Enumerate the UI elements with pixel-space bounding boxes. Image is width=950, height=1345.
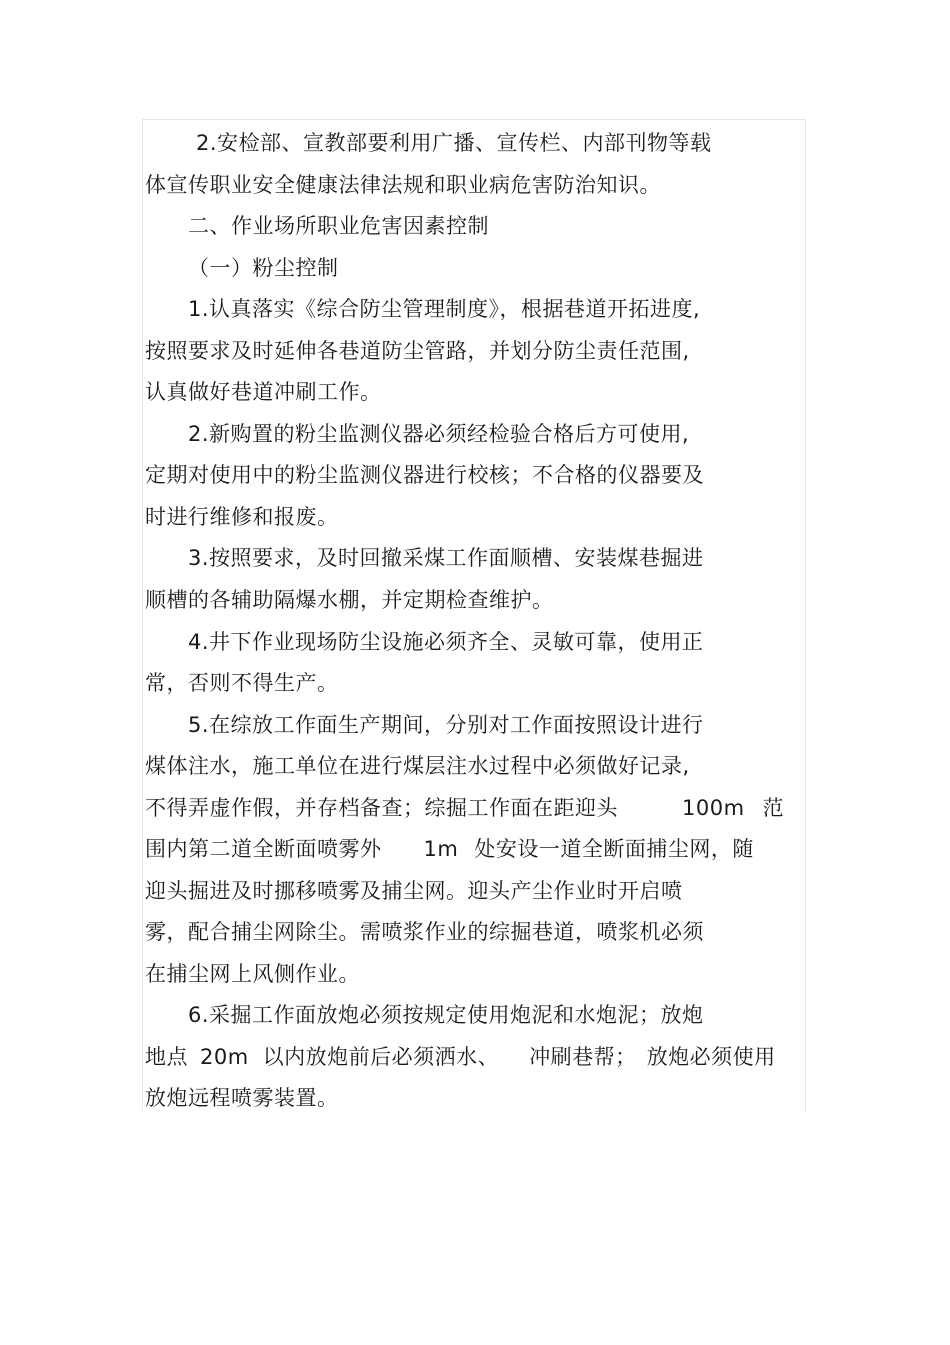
paragraph-line: 认真做好巷道冲刷工作。: [145, 380, 382, 404]
paragraph-line: [145, 1042, 776, 1072]
paragraph-line: [145, 793, 784, 823]
paragraph-line: 常，否则不得生产。: [145, 671, 339, 695]
text-segment: 1m: [423, 837, 459, 861]
paragraph-line: 1.认真落实《综合防尘管理制度》，根据巷道开拓进度,: [188, 297, 701, 321]
text-segment: 地点: [145, 1045, 188, 1069]
section-heading: 二、作业场所职业危害因素控制: [188, 214, 489, 238]
text-segment: 放炮必须使用: [646, 1045, 776, 1069]
text-segment: 冲刷巷帮；: [529, 1045, 637, 1069]
paragraph-line: 在捕尘网上风侧作业。: [145, 962, 360, 986]
paragraph-line: 雾，配合捕尘网除尘。需喷浆作业的综掘巷道，喷浆机必须: [145, 920, 704, 944]
text-segment: 围内第二道全断面喷雾外: [145, 837, 382, 861]
paragraph-line: 顺槽的各辅助隔爆水棚，并定期检查维护。: [145, 588, 554, 612]
text-segment: 100m: [682, 796, 745, 820]
paragraph-line: [145, 834, 754, 864]
paragraph-line: 6.采掘工作面放炮必须按规定使用炮泥和水炮泥；放炮: [188, 1003, 704, 1027]
paragraph-line: 迎头掘进及时挪移喷雾及捕尘网。迎头产尘作业时开启喷: [145, 879, 683, 903]
paragraph-line: 放炮远程喷雾装置。: [145, 1086, 339, 1110]
paragraph-line: 4.井下作业现场防尘设施必须齐全、灵敏可靠，使用正: [188, 630, 704, 654]
paragraph-line: 3.按照要求，及时回撤采煤工作面顺槽、安装煤巷掘进: [188, 546, 704, 570]
text-segment: 20m: [200, 1045, 249, 1069]
paragraph-line: 时进行维修和报废。: [145, 505, 339, 529]
paragraph-line: 煤体注水，施工单位在进行煤层注水过程中必须做好记录,: [145, 754, 690, 778]
paragraph-line: 定期对使用中的粉尘监测仪器进行校核；不合格的仪器要及: [145, 463, 704, 487]
paragraph-line: 2.新购置的粉尘监测仪器必须经检验合格后方可使用,: [188, 422, 690, 446]
paragraph-line: 体宣传职业安全健康法律法规和职业病危害防治知识。: [145, 173, 661, 197]
paragraph-line: 5.在综放工作面生产期间，分别对工作面按照设计进行: [188, 713, 704, 737]
subsection-heading: （一）粉尘控制: [188, 256, 339, 280]
paragraph-line: 按照要求及时延伸各巷道防尘管路，并划分防尘责任范围,: [145, 339, 690, 363]
paragraph-line: 2.安检部、宣教部要利用广播、宣传栏、内部刊物等载: [196, 131, 712, 155]
text-segment: 范: [762, 796, 785, 820]
text-segment: 处安设一道全断面捕尘网，随: [474, 837, 754, 861]
text-segment: 不得弄虚作假，并存档备查；综掘工作面在距迎头: [145, 796, 618, 820]
text-segment: 以内放炮前后必须洒水、: [262, 1045, 500, 1069]
